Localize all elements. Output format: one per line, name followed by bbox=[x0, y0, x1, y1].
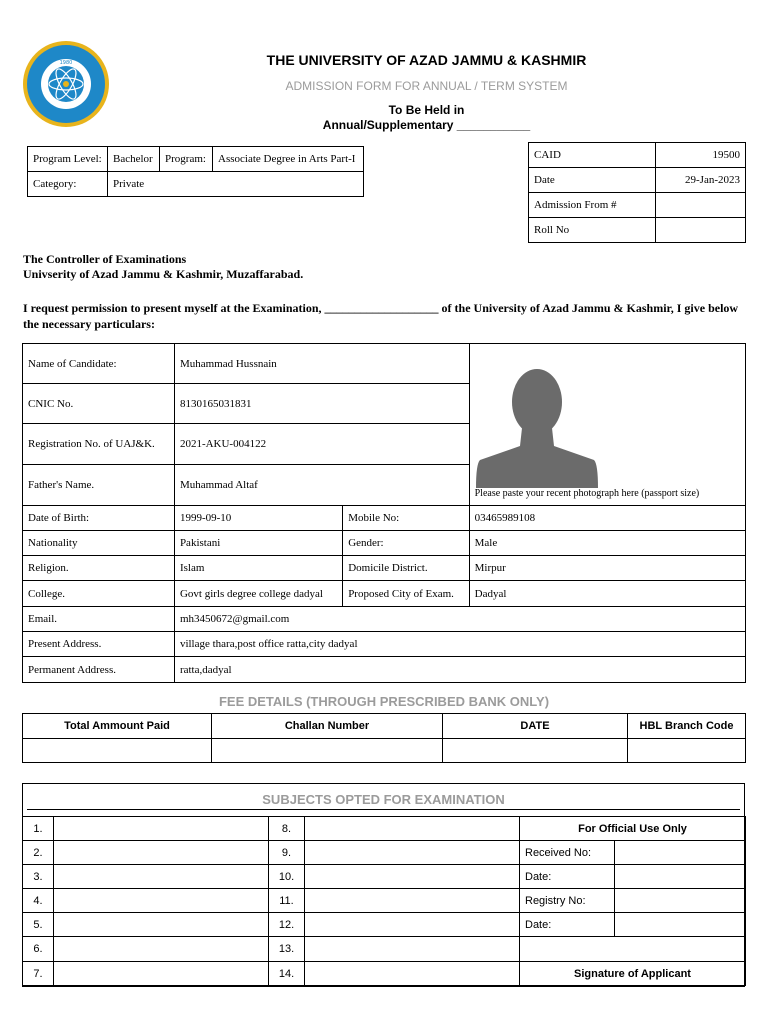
religion-label: Religion. bbox=[23, 556, 175, 581]
caid-value: 19500 bbox=[656, 143, 746, 168]
father-name-value: Muhammad Altaf bbox=[174, 465, 469, 506]
category-value: Private bbox=[108, 172, 364, 197]
official-date-label: Date: bbox=[520, 913, 615, 937]
subject-number: 9. bbox=[269, 841, 305, 865]
photo-cell bbox=[469, 344, 745, 506]
fee-header-challan: Challan Number bbox=[212, 714, 443, 739]
date-value: 29-Jan-2023 bbox=[656, 168, 746, 193]
official-use-heading: For Official Use Only bbox=[520, 817, 746, 841]
subject-number: 12. bbox=[269, 913, 305, 937]
subject-number: 3. bbox=[23, 865, 54, 889]
fee-table bbox=[22, 713, 746, 763]
subject-number: 5. bbox=[23, 913, 54, 937]
domicile-value: Mirpur bbox=[469, 556, 745, 581]
subject-cell bbox=[305, 889, 520, 913]
nationality-value: Pakistani bbox=[174, 531, 342, 556]
subject-cell bbox=[54, 817, 269, 841]
official-blank-cell bbox=[520, 937, 746, 962]
subject-cell bbox=[54, 889, 269, 913]
subject-cell bbox=[54, 865, 269, 889]
exam-city-label: Proposed City of Exam. bbox=[343, 581, 469, 607]
logo-year: 1980 bbox=[59, 60, 73, 66]
present-address-label: Present Address. bbox=[23, 632, 175, 657]
caid-label: CAID bbox=[529, 143, 656, 168]
form-subtitle: ADMISSION FORM FOR ANNUAL / TERM SYSTEM bbox=[285, 79, 568, 93]
gender-value: Male bbox=[469, 531, 745, 556]
id-table bbox=[528, 142, 746, 243]
addressee-line-1: The Controller of Examinations bbox=[23, 252, 187, 266]
permanent-address-label: Permanent Address. bbox=[23, 657, 175, 683]
program-value: Associate Degree in Arts Part-I bbox=[213, 147, 364, 172]
mobile-value: 03465989108 bbox=[469, 506, 745, 531]
permanent-address-value: ratta,dadyal bbox=[174, 657, 745, 683]
subject-cell bbox=[305, 841, 520, 865]
fee-amount-cell bbox=[23, 739, 212, 763]
registry-no-value bbox=[615, 889, 746, 913]
category-label: Category: bbox=[28, 172, 108, 197]
subject-cell bbox=[305, 962, 520, 986]
request-paragraph: I request permission to present myself at the Examination, ___________________ of the University of Azad Jammu & Kashmir, I give below the necessary particulars: bbox=[23, 301, 739, 331]
received-no-value bbox=[615, 841, 746, 865]
fee-details-heading: FEE DETAILS (THROUGH PRESCRIBED BANK ONLY) bbox=[218, 694, 550, 709]
subject-number: 13. bbox=[269, 937, 305, 962]
photo-caption: Please paste your recent photograph here (passport size) bbox=[474, 488, 700, 499]
official-date-value bbox=[615, 865, 746, 889]
subject-cell bbox=[54, 841, 269, 865]
held-in-label: To Be Held in bbox=[388, 103, 465, 117]
date-label: Date bbox=[529, 168, 656, 193]
mobile-label: Mobile No: bbox=[343, 506, 469, 531]
subjects-divider bbox=[27, 809, 740, 810]
registration-value: 2021-AKU-004122 bbox=[174, 424, 469, 465]
gender-label: Gender: bbox=[343, 531, 469, 556]
exam-city-value: Dadyal bbox=[469, 581, 745, 607]
fee-header-amount: Total Ammount Paid bbox=[23, 714, 212, 739]
program-level-label: Program Level: bbox=[28, 147, 108, 172]
program-table bbox=[27, 146, 364, 197]
subject-number: 4. bbox=[23, 889, 54, 913]
official-date-value bbox=[615, 913, 746, 937]
subject-cell bbox=[305, 817, 520, 841]
admission-form-label: Admission From # bbox=[529, 193, 656, 218]
session-line: Annual/Supplementary ___________ bbox=[322, 118, 531, 132]
fee-date-cell bbox=[443, 739, 628, 763]
received-no-label: Received No: bbox=[520, 841, 615, 865]
fee-branch-cell bbox=[628, 739, 746, 763]
subject-number: 2. bbox=[23, 841, 54, 865]
name-label: Name of Candidate: bbox=[23, 344, 175, 384]
dob-label: Date of Birth: bbox=[23, 506, 175, 531]
subject-number: 14. bbox=[269, 962, 305, 986]
religion-value: Islam bbox=[174, 556, 342, 581]
addressee bbox=[23, 252, 303, 282]
name-value: Muhammad Hussnain bbox=[174, 344, 469, 384]
subject-cell bbox=[54, 913, 269, 937]
subject-cell bbox=[305, 913, 520, 937]
roll-no-label: Roll No bbox=[529, 218, 656, 243]
subject-cell bbox=[54, 962, 269, 986]
subject-number: 8. bbox=[269, 817, 305, 841]
fee-challan-cell bbox=[212, 739, 443, 763]
subjects-heading: SUBJECTS OPTED FOR EXAMINATION bbox=[262, 792, 505, 807]
signature-label: Signature of Applicant bbox=[520, 962, 746, 986]
registration-label: Registration No. of UAJ&K. bbox=[23, 424, 175, 465]
addressee-line-2: Univserity of Azad Jammu & Kashmir, Muzaffarabad. bbox=[23, 267, 304, 281]
subjects-table bbox=[22, 816, 746, 986]
official-date-label: Date: bbox=[520, 865, 615, 889]
fee-header-date: DATE bbox=[443, 714, 628, 739]
roll-no-value bbox=[656, 218, 746, 243]
dob-value: 1999-09-10 bbox=[174, 506, 342, 531]
college-label: College. bbox=[23, 581, 175, 607]
subject-number: 6. bbox=[23, 937, 54, 962]
admission-form-value bbox=[656, 193, 746, 218]
subject-cell bbox=[305, 865, 520, 889]
domicile-label: Domicile District. bbox=[343, 556, 469, 581]
subject-cell bbox=[54, 937, 269, 962]
email-label: Email. bbox=[23, 607, 175, 632]
college-value: Govt girls degree college dadyal bbox=[174, 581, 342, 607]
subject-number: 7. bbox=[23, 962, 54, 986]
subject-cell bbox=[305, 937, 520, 962]
present-address-value: village thara,post office ratta,city dadyal bbox=[174, 632, 745, 657]
cnic-value: 8130165031831 bbox=[174, 384, 469, 424]
registry-no-label: Registry No: bbox=[520, 889, 615, 913]
fee-header-branch: HBL Branch Code bbox=[628, 714, 746, 739]
email-value: mh3450672@gmail.com bbox=[174, 607, 745, 632]
candidate-table bbox=[22, 343, 746, 683]
program-level-value: Bachelor bbox=[108, 147, 160, 172]
nationality-label: Nationality bbox=[23, 531, 175, 556]
university-title: THE UNIVERSITY OF AZAD JAMMU & KASHMIR bbox=[266, 52, 587, 68]
subject-number: 10. bbox=[269, 865, 305, 889]
photo-placeholder-icon bbox=[474, 360, 600, 488]
father-name-label: Father's Name. bbox=[23, 465, 175, 506]
subject-number: 1. bbox=[23, 817, 54, 841]
program-label: Program: bbox=[160, 147, 213, 172]
subject-number: 11. bbox=[269, 889, 305, 913]
cnic-label: CNIC No. bbox=[23, 384, 175, 424]
